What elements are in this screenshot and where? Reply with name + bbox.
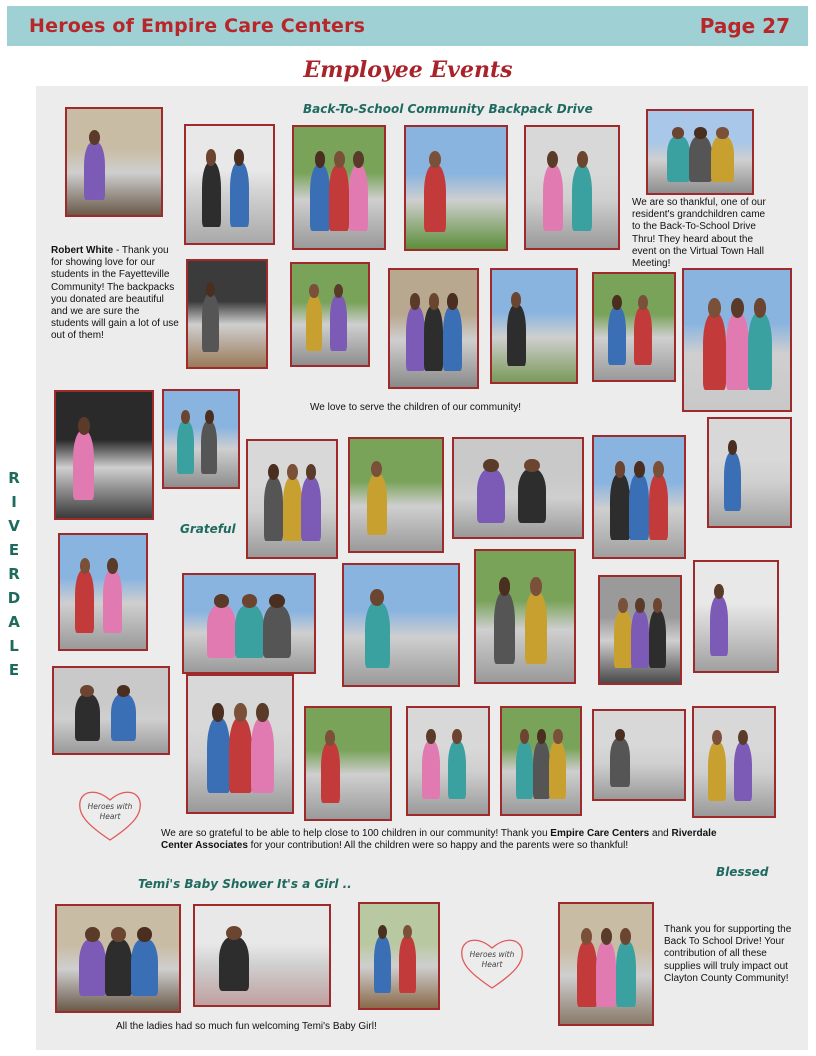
robert-white-text — [51, 245, 179, 343]
person-figure — [321, 742, 339, 803]
newsletter-title: Heroes of Empire Care Centers — [29, 15, 366, 37]
person-figure — [301, 477, 320, 541]
person-head — [447, 293, 457, 309]
person-figure — [708, 742, 726, 801]
heroes-with-heart-logo — [458, 934, 526, 992]
person-head — [429, 293, 439, 309]
event-photo — [182, 573, 316, 674]
person-figure — [614, 610, 632, 668]
person-figure — [703, 313, 726, 390]
person-head — [638, 295, 648, 310]
person-head — [635, 598, 645, 613]
person-figure — [629, 474, 649, 540]
event-photo — [558, 902, 654, 1026]
event-photo — [592, 435, 686, 559]
person-head — [601, 928, 612, 945]
vertical-letter: D — [7, 589, 21, 607]
event-photo — [500, 706, 582, 816]
person-head — [117, 685, 131, 697]
person-head — [137, 927, 152, 942]
vertical-letter: E — [8, 541, 20, 559]
person-head — [256, 703, 268, 722]
person-head — [80, 685, 94, 697]
empire-care-centers: Empire Care Centers — [550, 828, 650, 839]
person-figure — [75, 694, 100, 741]
person-figure — [75, 570, 94, 633]
person-figure — [631, 610, 649, 668]
heart-text-line: Heart — [99, 812, 121, 821]
event-photo — [490, 268, 578, 384]
person-figure — [724, 452, 742, 511]
event-photo — [358, 902, 440, 1010]
person-figure — [689, 136, 712, 181]
grateful-text-part: for your contribution! All the children were so happy and the parents were so thankful! — [247, 840, 629, 852]
event-photo — [682, 268, 792, 412]
person-head — [754, 298, 767, 318]
event-photo — [184, 124, 275, 245]
person-figure — [424, 306, 443, 370]
robert-name: Robert White — [51, 245, 114, 256]
person-figure — [667, 136, 690, 181]
person-figure — [219, 937, 248, 991]
person-head — [370, 589, 384, 606]
person-head — [205, 410, 214, 423]
person-figure — [424, 165, 446, 232]
person-head — [634, 461, 645, 478]
person-figure — [748, 313, 771, 390]
person-figure — [443, 306, 462, 370]
person-head — [80, 558, 90, 574]
event-photo — [52, 666, 170, 755]
person-head — [452, 729, 462, 744]
person-head — [107, 558, 117, 574]
person-head — [577, 151, 588, 168]
person-figure — [549, 741, 566, 799]
person-head — [234, 149, 244, 165]
event-photo — [246, 439, 338, 559]
baby-shower-caption: Temi's Baby Shower It's a Girl .. — [138, 877, 352, 891]
person-figure — [365, 602, 390, 668]
person-head — [483, 459, 498, 473]
event-photo — [58, 533, 148, 651]
vertical-label-riverdale — [7, 466, 21, 682]
event-photo — [342, 563, 460, 687]
person-head — [287, 464, 298, 480]
grateful-caption: Grateful — [180, 522, 236, 536]
event-photo — [54, 390, 154, 520]
person-figure — [516, 741, 533, 799]
event-photo — [55, 904, 181, 1013]
person-head — [111, 927, 126, 942]
person-figure — [202, 294, 219, 352]
serve-text: We love to serve the children of our community! — [310, 402, 522, 413]
person-head — [269, 594, 285, 608]
grateful-text — [161, 828, 721, 852]
vertical-letter: E — [8, 661, 20, 679]
person-head — [85, 927, 100, 942]
event-photo — [692, 706, 776, 818]
person-figure — [264, 477, 283, 541]
person-figure — [543, 165, 563, 232]
person-figure — [251, 718, 274, 793]
person-head — [234, 703, 246, 722]
person-figure — [507, 305, 525, 367]
person-figure — [349, 165, 369, 232]
person-figure — [711, 136, 734, 181]
grateful-text-part: We are so grateful to be able to help close to 100 children in our community! Thank you — [161, 828, 551, 839]
person-figure — [105, 939, 132, 997]
person-figure — [649, 610, 667, 668]
person-figure — [374, 936, 391, 993]
event-photo — [290, 262, 370, 367]
person-figure — [494, 592, 516, 664]
person-head — [530, 577, 542, 595]
person-figure — [572, 165, 592, 232]
event-photo — [406, 706, 490, 816]
page-number: Page 27 — [699, 14, 790, 38]
person-figure — [177, 421, 193, 474]
person-head — [181, 410, 190, 423]
person-head — [716, 127, 728, 138]
person-figure — [518, 469, 546, 523]
person-figure — [79, 939, 106, 997]
heart-text-line: Heart — [481, 960, 503, 969]
person-figure — [610, 738, 630, 786]
heart-text-line: Heroes with — [87, 802, 133, 811]
vertical-letter: V — [8, 517, 20, 535]
event-photo — [524, 125, 620, 250]
person-figure — [111, 694, 136, 741]
person-figure — [406, 306, 425, 370]
person-figure — [367, 474, 387, 536]
person-figure — [533, 741, 550, 799]
person-figure — [263, 605, 292, 658]
person-head — [89, 130, 100, 145]
person-figure — [330, 295, 347, 351]
person-figure — [306, 295, 323, 351]
person-figure — [525, 592, 547, 664]
support-text: Thank you for supporting the Back To School Drive! Your contribution of all these supplies will truly impact out Clayton County Community! — [664, 924, 792, 984]
person-figure — [616, 941, 636, 1007]
event-photo — [186, 674, 294, 814]
event-photo — [592, 709, 686, 801]
person-head — [653, 461, 664, 478]
page-header — [7, 6, 808, 46]
grandchildren-text: We are so thankful, one of our resident's grandchildren came to the Back-To-School Drive Thru! They heard about the event on the Virtual Town Hall Meeting! — [632, 197, 766, 270]
vertical-letter: A — [8, 613, 20, 631]
person-figure — [596, 941, 616, 1007]
person-figure — [710, 596, 728, 656]
blessed-caption: Blessed — [716, 865, 769, 879]
person-head — [242, 594, 258, 608]
event-photo — [592, 272, 676, 382]
person-figure — [207, 718, 230, 793]
person-figure — [283, 477, 302, 541]
section-title: Employee Events — [303, 57, 513, 83]
event-photo — [304, 706, 392, 821]
person-figure — [734, 742, 752, 801]
person-head — [334, 151, 345, 168]
person-figure — [230, 162, 249, 226]
person-head — [612, 295, 622, 310]
vertical-letter: R — [8, 565, 20, 583]
event-photo — [65, 107, 163, 217]
person-figure — [207, 605, 236, 658]
person-figure — [422, 741, 440, 799]
event-photo — [693, 560, 779, 673]
person-figure — [235, 605, 264, 658]
person-figure — [84, 142, 105, 200]
event-photo — [707, 417, 792, 528]
person-figure — [726, 313, 749, 390]
person-figure — [310, 165, 330, 232]
person-head — [618, 598, 628, 613]
person-head — [553, 729, 562, 744]
person-head — [581, 928, 592, 945]
event-photo — [348, 437, 444, 553]
person-figure — [634, 307, 652, 365]
person-head — [694, 127, 706, 138]
person-head — [653, 598, 663, 613]
backpack-drive-caption: Back-To-School Community Backpack Drive — [303, 102, 593, 116]
vertical-letter: I — [11, 493, 17, 511]
person-figure — [608, 307, 626, 365]
person-figure — [131, 939, 158, 997]
event-photo — [193, 904, 331, 1007]
person-figure — [73, 431, 94, 500]
person-head — [524, 459, 539, 473]
person-figure — [201, 421, 217, 474]
event-photo — [292, 125, 386, 250]
person-head — [731, 298, 744, 318]
heart-text-line: Heroes with — [469, 950, 515, 959]
person-head — [714, 584, 724, 599]
person-head — [712, 730, 722, 745]
person-head — [78, 417, 90, 435]
person-head — [268, 464, 279, 480]
person-figure — [477, 469, 505, 523]
baby-shower-text: All the ladies had so much fun welcoming Temi's Baby Girl! — [116, 1021, 377, 1032]
grateful-text-part: and — [649, 828, 672, 839]
event-photo — [162, 389, 240, 489]
person-figure — [448, 741, 466, 799]
person-figure — [610, 474, 630, 540]
vertical-letter: R — [8, 469, 20, 487]
person-head — [708, 298, 721, 318]
robert-message: - Thank you for showing love for our students in the Fayetteville Community! The backpacks you donated are beautiful and we are sure the students will gain a lot of use out of them! — [51, 245, 179, 342]
event-photo — [452, 437, 584, 539]
event-photo — [186, 259, 268, 369]
vertical-letter: L — [9, 637, 19, 655]
person-head — [309, 284, 318, 298]
person-figure — [399, 936, 416, 993]
person-head — [426, 729, 436, 744]
person-head — [499, 577, 511, 595]
event-photo — [598, 575, 682, 685]
event-photo — [646, 109, 754, 195]
person-figure — [103, 570, 122, 633]
person-figure — [329, 165, 349, 232]
person-head — [537, 729, 546, 744]
event-photo — [474, 549, 576, 684]
event-photo — [388, 268, 479, 389]
person-figure — [577, 941, 597, 1007]
person-figure — [649, 474, 669, 540]
riverdale-center-associates: Riverdale Center Associates — [161, 828, 717, 852]
person-head — [738, 730, 748, 745]
person-head — [353, 151, 364, 168]
person-figure — [229, 718, 252, 793]
person-head — [226, 926, 242, 940]
event-photo — [404, 125, 508, 251]
heroes-with-heart-logo — [76, 786, 144, 844]
person-figure — [202, 162, 221, 226]
